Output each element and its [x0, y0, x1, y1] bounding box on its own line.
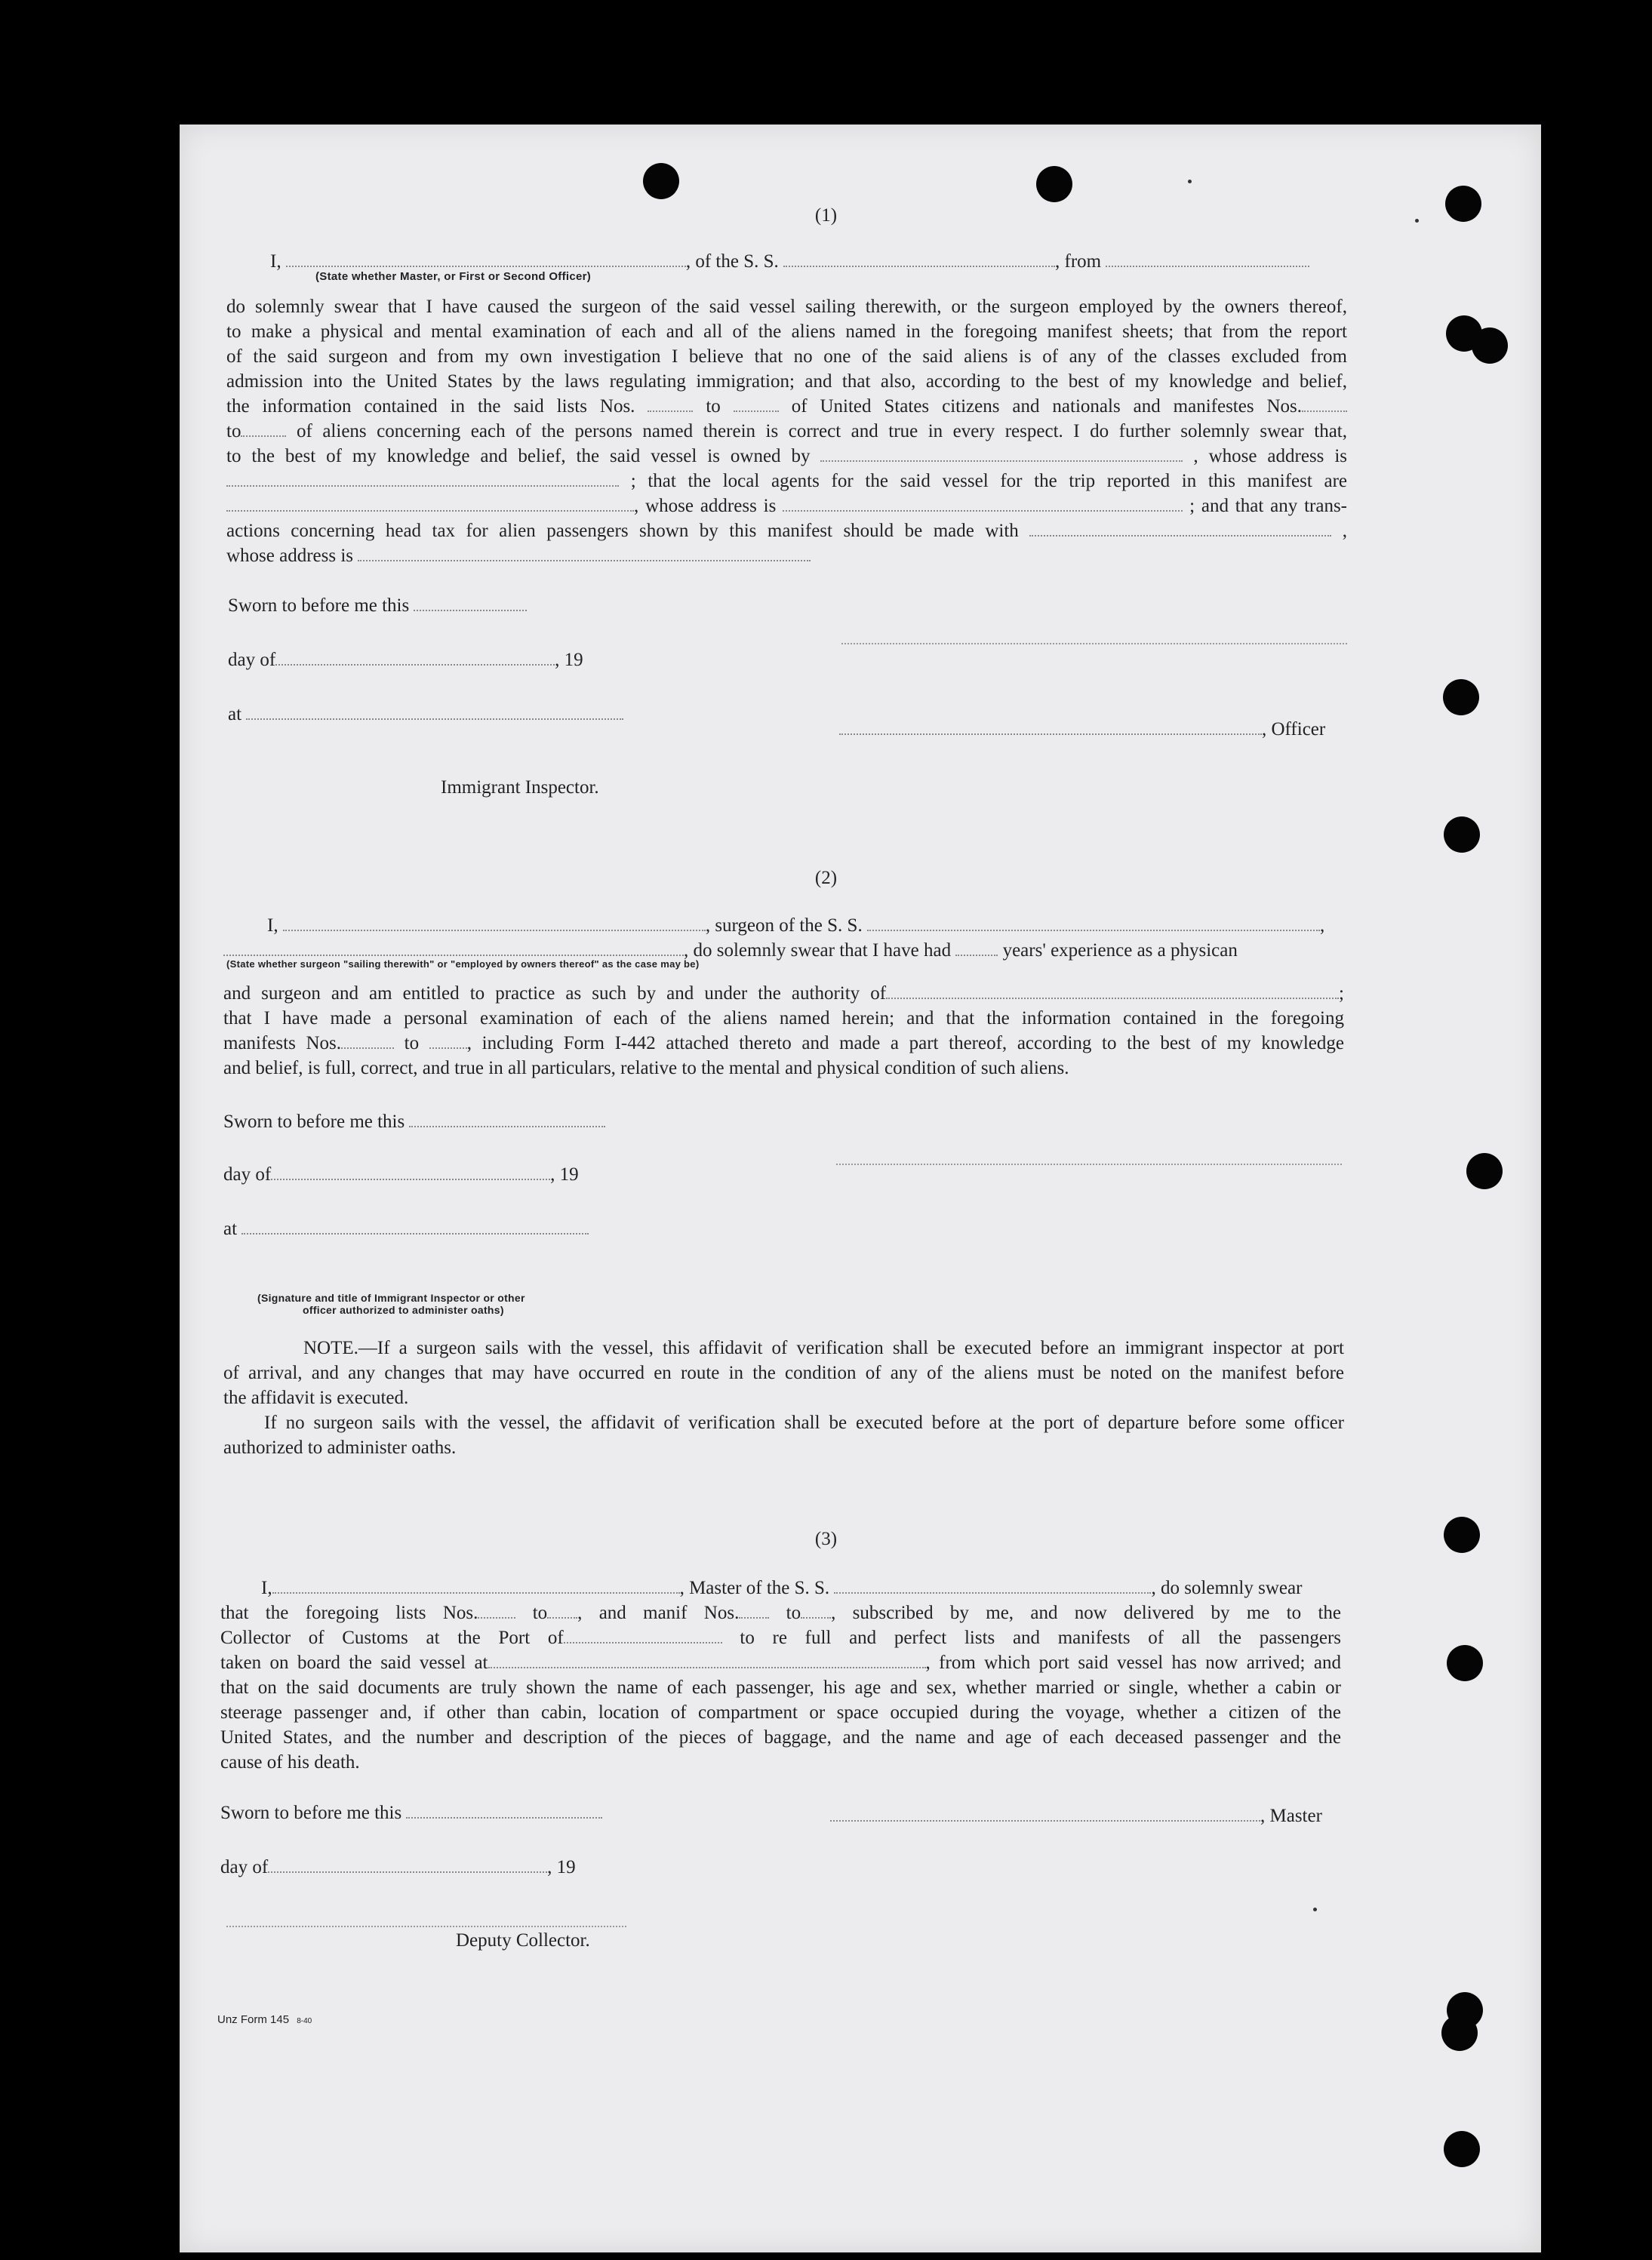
form-number: Unz Form 145 8-40: [217, 2013, 312, 2026]
signature-title-note: (Signature and title of Immigrant Inspector or other: [257, 1292, 525, 1304]
punch-hole: [1443, 679, 1479, 715]
section-3-line: that on the said documents are truly shown the name of each passenger, his age and sex, whether married or single, whether a cabin or: [220, 1677, 1341, 1698]
note-line: the affidavit is executed.: [223, 1388, 409, 1408]
section-2-number: (2): [814, 868, 838, 888]
section-1-para-line: do solemnly swear that I have caused the surgeon of the said vessel sailing therewith, or the surgeon employed by the owners thereof,: [226, 297, 1347, 317]
punch-hole: [1444, 2131, 1480, 2167]
section-3-line-1: I, , Master of the S. S. , do solemnly swear: [220, 1576, 1341, 1601]
section-2-para-line: manifests Nos. to , including Form I-442 attached thereto and made a part thereof, according to the best of my knowledge: [223, 1031, 1344, 1056]
section-1-para-line: admission into the United States by the laws regulating immigration; and that also, according to the best of my knowledge and belief,: [226, 371, 1347, 392]
section-3-line: that the foregoing lists Nos. to , and manif Nos. to , subscribed by me, and now delivered by me to the: [220, 1600, 1341, 1626]
officer-rank-note: (State whether Master, or First or Second Officer): [315, 270, 592, 283]
section-1-line-1: I, , of the S. S. , from: [226, 249, 1347, 275]
signature-title-note: officer authorized to administer oaths): [303, 1304, 504, 1316]
section-1-inspector: Immigrant Inspector.: [441, 777, 599, 798]
note-line: NOTE.—If a surgeon sails with the vessel, this affidavit of verification shall be executed before an immigrant inspector at port: [303, 1338, 1344, 1358]
section-3-number: (3): [814, 1529, 838, 1549]
section-3-line: United States, and the number and description of the pieces of baggage, and the name and age of each deceased passenger and the: [220, 1727, 1341, 1748]
section-3-line: taken on board the said vessel at , from which port said vessel has now arrived; and: [220, 1650, 1341, 1676]
section-1-at: at: [228, 702, 623, 725]
note-line: of arrival, and any changes that may have occurred en route in the condition of any of the aliens must be noted on the manifest before: [223, 1363, 1344, 1383]
punch-hole: [1036, 166, 1072, 202]
section-1-para-line: actions concerning head tax for alien passengers shown by this manifest should be made with ,: [226, 518, 1347, 544]
section-1-para-line: to of aliens concerning each of the persons named therein is correct and true in every respect. I do further solemnly swear that,: [226, 419, 1347, 444]
section-2-line-1: I, , surgeon of the S. S. ,: [223, 913, 1344, 939]
section-2-line-2: , do solemnly swear that I have had years' experience as a physican: [223, 938, 1344, 964]
section-1-para-line: to the best of my knowledge and belief, the said vessel is owned by , whose address is: [226, 444, 1347, 469]
section-1-signature-line: [841, 641, 1347, 644]
section-1-para-line: to make a physical and mental examination of each and all of the aliens named in the foregoing manifest sheets; that from the report: [226, 321, 1347, 342]
section-3-master: , Master: [830, 1803, 1322, 1827]
section-1-para-line: , whose address is ; and that any trans-: [226, 494, 1347, 519]
punch-hole: [1441, 2015, 1478, 2051]
section-3-day-of: day of , 19: [220, 1855, 576, 1878]
section-3-line: Collector of Customs at the Port of to re full and perfect lists and manifests of all the passengers: [220, 1625, 1341, 1651]
section-2-para-line: that I have made a personal examination of each of the aliens named herein; and that the information contained in the foregoing: [223, 1008, 1344, 1029]
note-line: If no surgeon sails with the vessel, the affidavit of verification shall be executed before at the port of departure before some officer: [264, 1413, 1344, 1433]
section-3-deputy-line: [226, 1924, 626, 1927]
section-1-sworn: Sworn to before me this: [228, 593, 527, 617]
surgeon-type-note: (State whether surgeon "sailing therewith" or "employed by owners thereof" as the case may be): [226, 958, 700, 970]
note-line: authorized to administer oaths.: [223, 1437, 457, 1458]
section-2-para-line: and surgeon and am entitled to practice as such by and under the authority of ;: [223, 981, 1344, 1007]
punch-hole: [643, 163, 679, 199]
section-3-line: steerage passenger and, if other than cabin, location of compartment or space occupied during the voyage, whether a citizen of the: [220, 1702, 1341, 1723]
punch-hole: [1472, 327, 1508, 364]
section-1-para-line: the information contained in the said lists Nos. to of United States citizens and nationals and manifestes Nos.: [226, 394, 1347, 420]
punch-hole: [1447, 1645, 1483, 1681]
section-1-para-line: ; that the local agents for the said vessel for the trip reported in this manifest are: [226, 469, 1347, 494]
section-2-day-of: day of , 19: [223, 1162, 579, 1185]
section-3-sworn: Sworn to before me this: [220, 1800, 602, 1824]
section-2-para-line: and belief, is full, correct, and true in all particulars, relative to the mental and physical condition of such aliens.: [223, 1058, 1069, 1078]
punch-hole: [1466, 1153, 1503, 1189]
section-1-officer: , Officer: [839, 717, 1325, 740]
section-1-para-line: of the said surgeon and from my own investigation I believe that no one of the said aliens is of any of the classes excluded from: [226, 346, 1347, 367]
section-1-number: (1): [814, 205, 838, 226]
section-3-deputy: Deputy Collector.: [456, 1930, 590, 1951]
section-3-line: cause of his death.: [220, 1752, 360, 1773]
section-2-signature-line: [836, 1162, 1342, 1165]
section-1-day-of: day of , 19: [228, 647, 583, 671]
punch-hole: [1444, 816, 1480, 853]
section-2-sworn: Sworn to before me this: [223, 1109, 605, 1133]
speck: [1188, 180, 1192, 183]
speck: [1313, 1908, 1317, 1911]
section-2-at: at: [223, 1216, 589, 1240]
section-1-para-line: whose address is: [226, 543, 1347, 569]
